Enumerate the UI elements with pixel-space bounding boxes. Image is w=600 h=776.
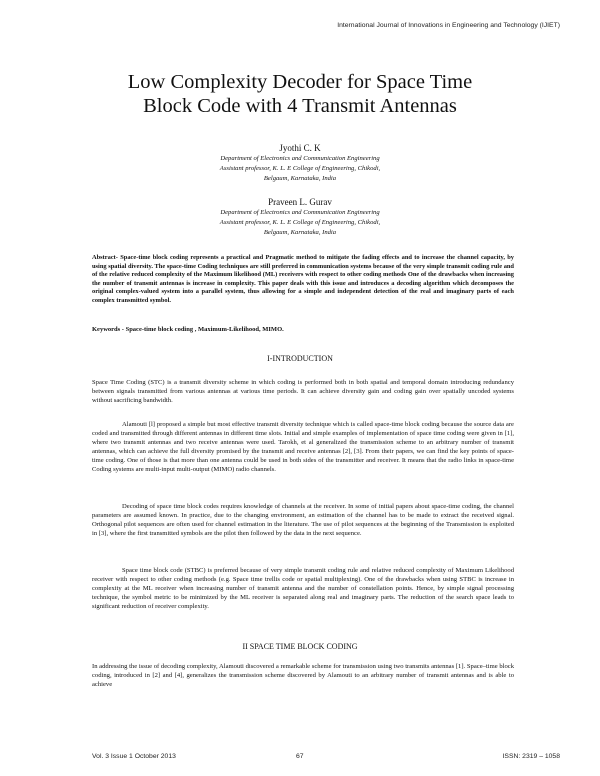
footer-issn: ISSN: 2319 – 1058 [502, 753, 560, 760]
abstract: Abstract- Space-time block coding represents a practical and Pragmatic method to mitigate the fading effects and to increase the channel capacity, by using spatial diversity. The space-time Coding techniques are still preferred in communication systems because of the very simple transmit coding rule and of the relative reduced complexity of the Maximum likelihood (ML) receivers with respect to other coding methods One of the drawbacks when increasing the number of transmit antennas is increase in complexity. This paper deals with this issue and introduces a decoding algorithm which decomposes the original complex-valued system into a parallel system, thus allowing for a simple and independent detection of the real and imaginary parts of each complex transmitted symbol. [92, 254, 514, 304]
intro-paragraph-4: Space time block code (STBC) is preferred because of very simple transmit coding rule and relative reduced complexity of Maximum Likelihood receiver with respect to other coding methods (e.g. Space time trellis code or spatial multiplexing). One of the drawbacks when using STBC is increase in complexity at the ML receiver when increasing number of transmit antenna and the number of constellation points. Hence, by simple signal processing technique, the symbol metric to be minimized by the ML receiver is separated along real and imaginary parts. The reduction of the search space leads to significant reduction of receiver complexity. [92, 567, 514, 611]
author-position: Assistant professor, K. L. E College of Engineering, Chikodi, [219, 165, 381, 173]
author-department: Department of Electronics and Communication Engineering [220, 155, 380, 162]
journal-running-head: International Journal of Innovations in Engineering and Technology (IJIET) [337, 22, 560, 29]
author-block-1 [0, 142, 600, 185]
author-location: Belgaum, Karnataka, India [263, 175, 337, 183]
stbc-paragraph-1: In addressing the issue of decoding complexity, Alamouti discovered a remarkable scheme for transmission using two transmits antennas [1]. Space–time block coding, introduced in [2] and [4], generalizes the transmission scheme discovered by Alamouti to an arbitrary number of transmit antennas and is able to achieve [92, 663, 514, 689]
author-department: Department of Electronics and Communication Engineering [220, 209, 380, 216]
title-line-1: Low Complexity Decoder for Space Time [127, 71, 473, 93]
section-heading-stbc: II SPACE TIME BLOCK CODING [242, 642, 358, 651]
author-name: Praveen L. Gurav [268, 197, 332, 207]
author-position: Assistant professor, K. L. E College of Engineering, Chikodi, [219, 219, 381, 227]
footer-volume: Vol. 3 Issue 1 October 2013 [92, 753, 176, 760]
keywords: Keywords - Space-time block coding , Maximum-Likelihood, MIMO. [92, 326, 284, 333]
paper-title [40, 70, 560, 118]
intro-paragraph-1: Space Time Coding (STC) is a transmit diversity scheme in which coding is performed both in both spatial and temporal domain introducing redundancy between signals transmitted from various antennas at various time periods. It can achieve diversity gain and coding gain over spatially uncoded systems without sacrificing bandwidth. [92, 379, 514, 405]
intro-paragraph-3: Decoding of space time block codes requires knowledge of channels at the receiver. In some of initial papers about space-time coding, the channel parameters are assumed known. In practice, due to the changing environment, an estimation of the channel has to be made to extract the received signal. Orthogonal pilot sequences are often used for channel estimation in the literature. The use of pilot sequences at the beginning of the Transmission is exploited in [3], where the first transmitted symbols are the pilot then followed by the data in the next sequence. [92, 503, 514, 538]
author-location: Belgaum, Karnataka, India [263, 229, 337, 237]
footer-page-number: 67 [296, 753, 304, 760]
title-line-2: Block Code with 4 Transmit Antennas [143, 95, 457, 117]
author-block-2 [0, 196, 600, 239]
intro-paragraph-2: Alamouti [l] proposed a simple but most effective transmit diversity technique which is called space-time block coding because the source data are coded and transmitted through different antennas in different time slots. Initial and simple examples of implementation of space time coding were given in [1], where two transmit antennas and two receive antennas were used. Tarokh, et al generalized the transmission scheme to an arbitrary number of transmit antennas, which can achieve the full diversity promised by the transmit and receive antennas [2], [3]. From their papers, we can find the key points of space-time coding. One of those is that more than one antenna could be used in both sides of the transmitter and receiver. It means that the radio links in space-time Coding systems are multi-input multi-output (MIMO) radio channels. [92, 421, 514, 474]
section-heading-introduction: I-INTRODUCTION [267, 354, 333, 363]
author-name: Jyothi C. K [279, 143, 321, 153]
